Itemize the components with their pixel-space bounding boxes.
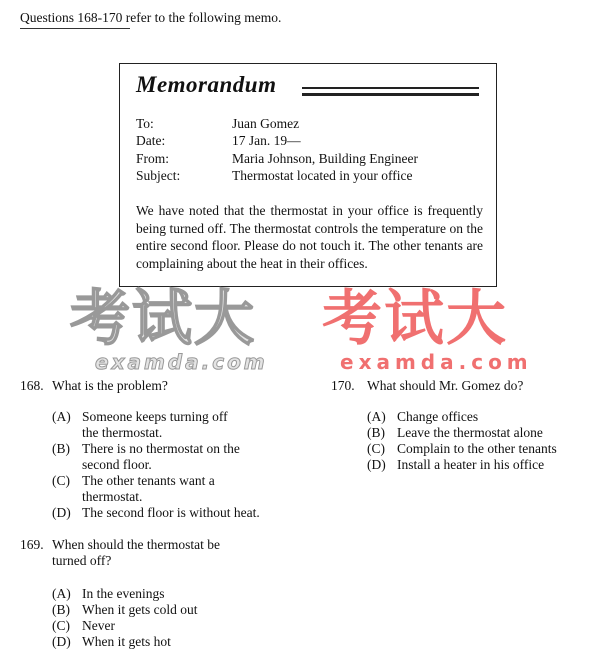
option-text[interactable]: Leave the thermostat alone: [397, 425, 543, 440]
watermark-en-gray: examda.com: [95, 350, 268, 374]
watermark-en-red: examda.com: [340, 350, 533, 374]
from-label: From:: [136, 151, 170, 166]
option-letter[interactable]: (B): [367, 425, 385, 440]
option-text[interactable]: In the evenings: [82, 586, 165, 601]
option-text[interactable]: Change offices: [397, 409, 479, 424]
date-label: Date:: [136, 133, 166, 148]
question-text: What should Mr. Gomez do?: [367, 378, 524, 393]
option-text[interactable]: the thermostat.: [82, 425, 163, 440]
option-letter[interactable]: (C): [367, 441, 385, 456]
option-text[interactable]: When it gets cold out: [82, 602, 198, 617]
option-letter[interactable]: (C): [52, 473, 70, 488]
question-text: When should the thermostat be: [52, 537, 220, 552]
option-letter[interactable]: (B): [52, 441, 70, 456]
option-text[interactable]: There is no thermostat on the: [82, 441, 240, 456]
option-letter[interactable]: (D): [52, 505, 71, 520]
to-value: Juan Gomez: [232, 116, 300, 131]
watermark-cn-red: 考试大: [322, 284, 508, 354]
question-number: 170.: [331, 378, 355, 393]
option-text[interactable]: The second floor is without heat.: [82, 505, 260, 520]
option-text[interactable]: Never: [82, 618, 115, 633]
title-rule: [302, 93, 479, 96]
option-letter[interactable]: (A): [52, 409, 71, 424]
option-text[interactable]: Install a heater in his office: [397, 457, 545, 472]
subject-label: Subject:: [136, 168, 181, 183]
watermark-cn-gray: 考试大: [70, 284, 256, 354]
question-text: What is the problem?: [52, 378, 168, 393]
question-number: 169.: [20, 537, 44, 552]
title-rule: [302, 87, 479, 89]
question-number: 168.: [20, 378, 44, 393]
memo-body: We have noted that the thermostat in your office is frequently being turned off. The thermostat controls the temperature on the entire second floor. Please do not touch it. The other tenants are complaining about the heat in their offices.: [136, 203, 483, 271]
intro-text: Questions 168-170 refer to the following memo.: [20, 10, 282, 25]
option-letter[interactable]: (B): [52, 602, 70, 617]
memo-title: Memorandum: [136, 72, 277, 97]
option-text[interactable]: Someone keeps turning off: [82, 409, 228, 424]
option-text[interactable]: When it gets hot: [82, 634, 171, 649]
option-text[interactable]: The other tenants want a: [82, 473, 215, 488]
option-letter[interactable]: (D): [52, 634, 71, 649]
subject-value: Thermostat located in your office: [232, 168, 413, 183]
option-text[interactable]: Complain to the other tenants: [397, 441, 557, 456]
option-text[interactable]: thermostat.: [82, 489, 143, 504]
option-letter[interactable]: (A): [367, 409, 386, 424]
date-value: 17 Jan. 19—: [232, 133, 301, 148]
question-text: turned off?: [52, 553, 112, 568]
option-letter[interactable]: (D): [367, 457, 386, 472]
intro-underline: [20, 28, 130, 29]
option-letter[interactable]: (C): [52, 618, 70, 633]
to-label: To:: [136, 116, 154, 131]
option-text[interactable]: second floor.: [82, 457, 152, 472]
from-value: Maria Johnson, Building Engineer: [232, 151, 418, 166]
option-letter[interactable]: (A): [52, 586, 71, 601]
